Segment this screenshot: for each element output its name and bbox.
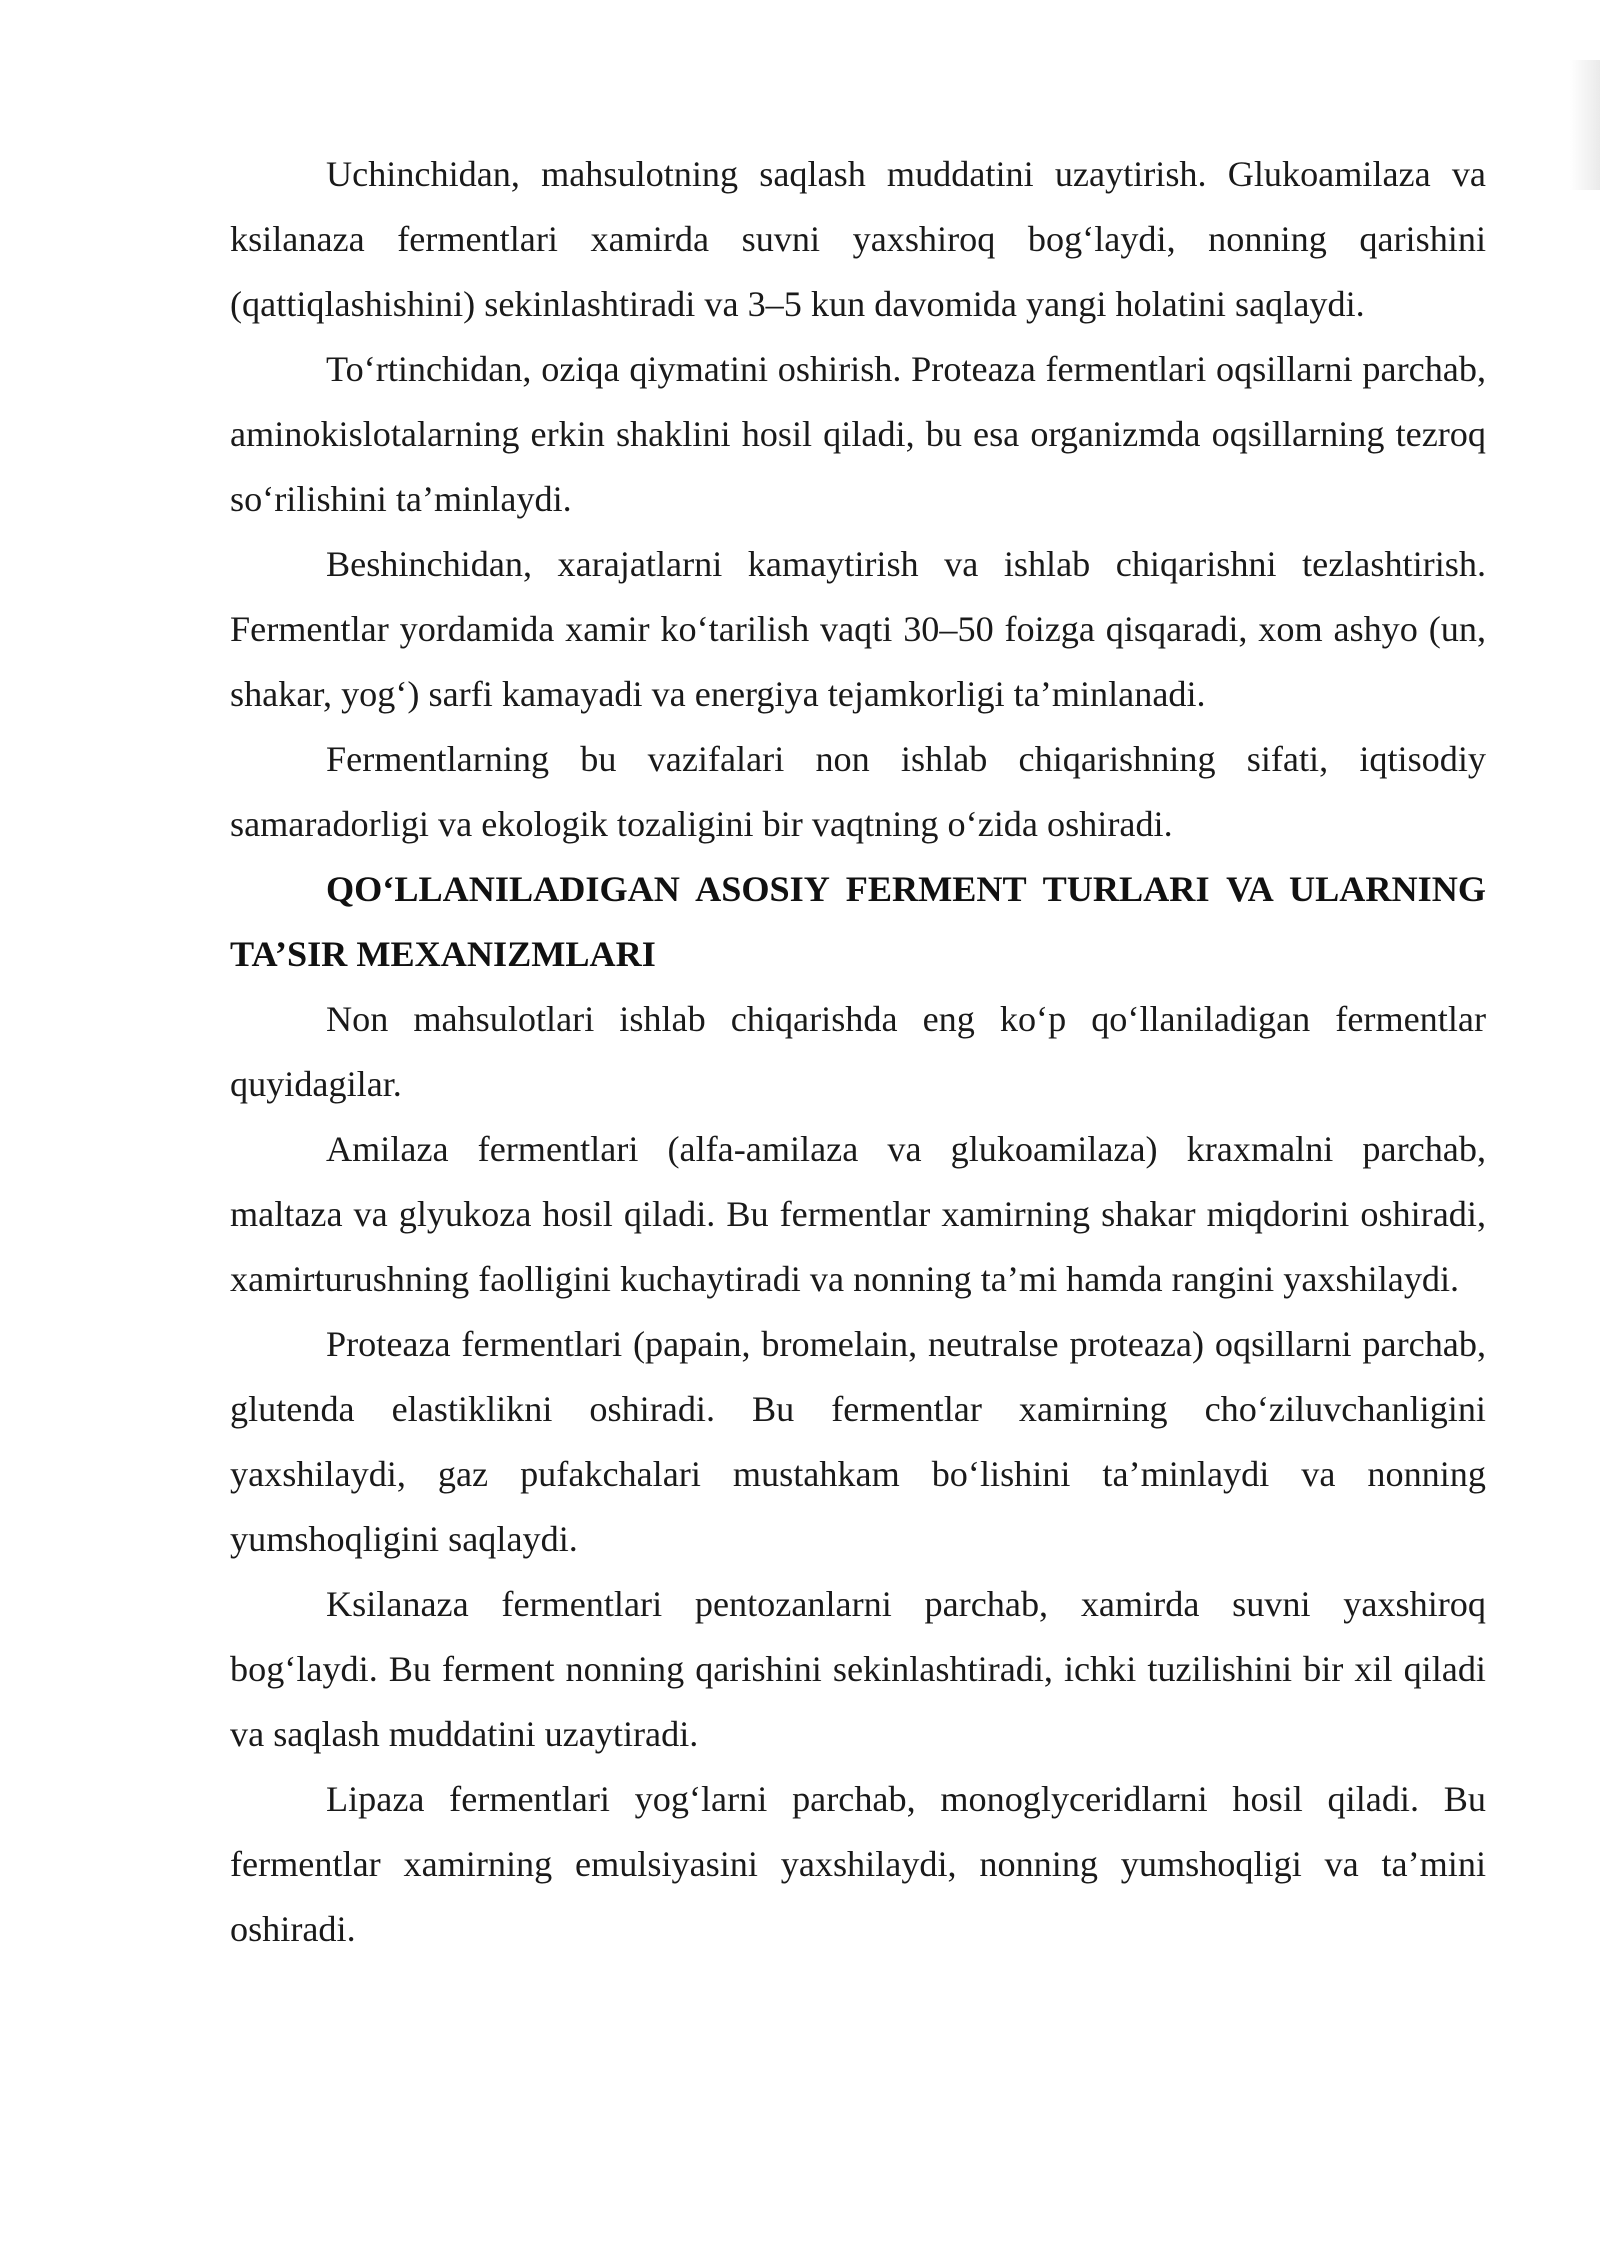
paragraph-tortinchidan: To‘rtinchidan, oziqa qiymatini oshirish. Proteaza fermentlari oqsillarni parchab, aminokislotalarning erkin shaklini hosil qiladi, bu esa organizmda oqsillarning tezroq so‘rilishini ta’minlaydi. — [230, 349, 1486, 519]
paragraph-beshinchidan: Beshinchidan, xarajatlarni kamaytirish va ishlab chiqarishni tezlashtirish. Fermentlar yordamida xamir ko‘tarilish vaqti 30–50 foizga qisqaradi, xom ashyo (un, shakar, yog‘) sarfi kamayadi va energiya tejamkorligi ta’minlanadi. — [230, 544, 1486, 714]
document-body — [230, 142, 1486, 1962]
paragraph-summary: Fermentlarning bu vazifalari non ishlab chiqarishning sifati, iqtisodiy samaradorligi va ekologik tozaligini bir vaqtning o‘zida oshiradi. — [230, 739, 1486, 844]
paragraph-proteaza: Proteaza fermentlari (papain, bromelain, neutralse proteaza) oqsillarni parchab, glutenda elastiklikni oshiradi. Bu fermentlar xamirning cho‘ziluvchanligini yaxshilaydi, gaz pufakchalari mustahkam bo‘lishini ta’minlaydi va nonning yumshoqligini saqlaydi. — [230, 1324, 1486, 1559]
paragraph-amilaza: Amilaza fermentlari (alfa-amilaza va glukoamilaza) kraxmalni parchab, maltaza va glyukoza hosil qiladi. Bu fermentlar xamirning shakar miqdorini oshiradi, xamirturushning faolligini kuchaytiradi va nonning ta’mi hamda rangini yaxshilaydi. — [230, 1129, 1486, 1299]
page-edge-shadow — [1570, 60, 1600, 190]
paragraph-ksilanaza: Ksilanaza fermentlari pentozanlarni parchab, xamirda suvni yaxshiroq bog‘laydi. Bu ferment nonning qarishini sekinlashtiradi, ichki tuzilishini bir xil qiladi va saqlash muddatini uzaytiradi. — [230, 1584, 1486, 1754]
paragraph-lipaza: Lipaza fermentlari yog‘larni parchab, monoglyceridlarni hosil qiladi. Bu fermentlar xamirning emulsiyasini yaxshilaydi, nonning yumshoqligi va ta’mini oshiradi. — [230, 1779, 1486, 1949]
paragraph-intro: Non mahsulotlari ishlab chiqarishda eng ko‘p qo‘llaniladigan fermentlar quyidagilar. — [230, 999, 1486, 1104]
paragraph-uchinchidan: Uchinchidan, mahsulotning saqlash muddatini uzaytirish. Glukoamilaza va ksilanaza fermentlari xamirda suvni yaxshiroq bog‘laydi, nonning qarishini (qattiqlashishini) sekinlashtiradi va 3–5 kun davomida yangi holatini saqlaydi. — [230, 154, 1486, 324]
section-heading: QO‘LLANILADIGAN ASOSIY FERMENT TURLARI VA ULARNING TA’SIR MEXANIZMLARI — [230, 869, 1486, 974]
